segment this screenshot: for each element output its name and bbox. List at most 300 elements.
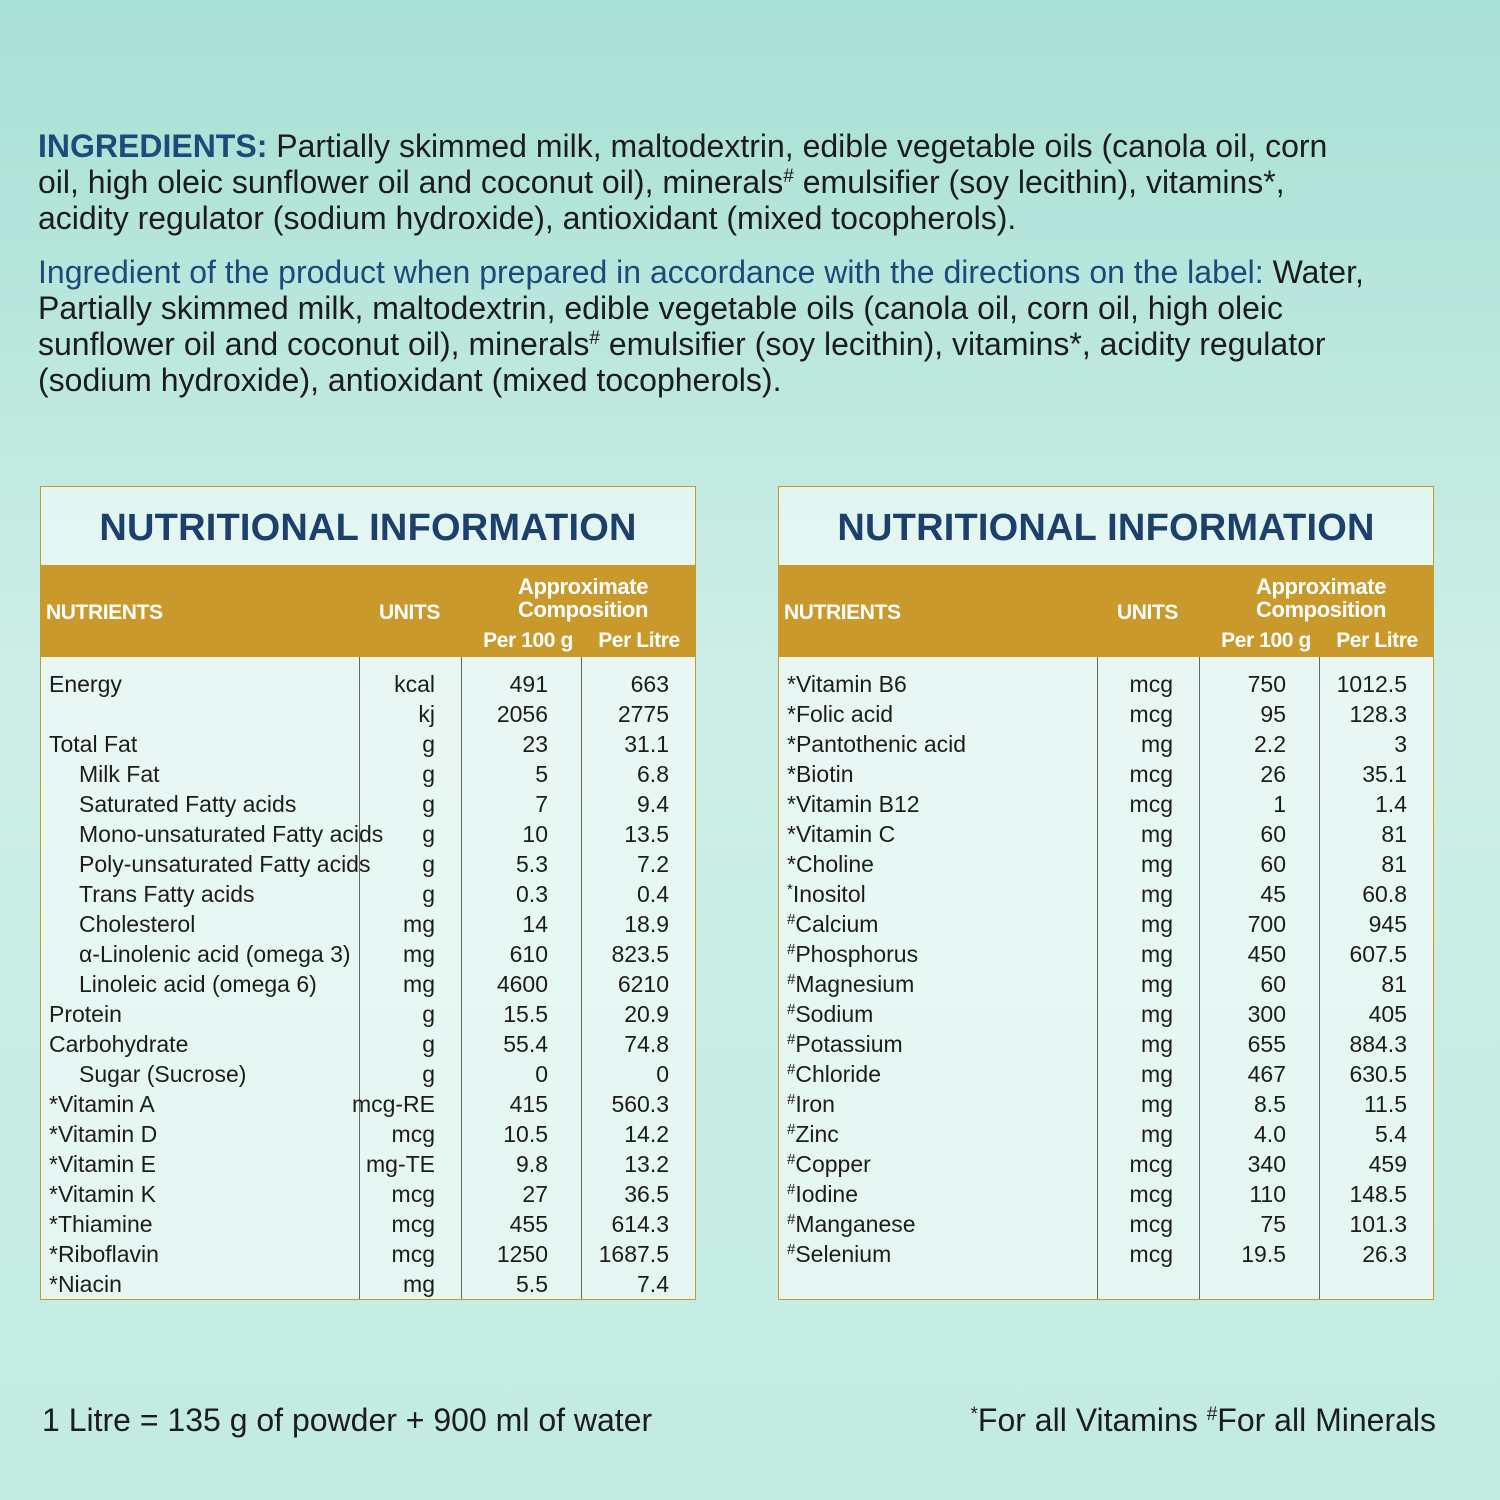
header-per-litre: Per Litre [598,629,680,652]
value-per-100g: 700 [1247,911,1286,937]
value-per-100g: 60 [1260,821,1286,847]
nutrient-label: *Folic acid [787,701,894,727]
footnote-vitamins: For all Vitamins [977,1402,1207,1438]
nutrient-unit: mg [1141,941,1173,967]
nutrient-unit: mcg [1129,701,1173,727]
nutrient-label: Protein [49,1001,122,1027]
nutrient-label: Manganese [795,1211,916,1237]
nutrient-name [787,729,966,759]
value-per-litre: 11.5 [1363,1091,1407,1117]
nutrient-name [787,879,866,909]
nutrient-label: *Vitamin K [49,1181,156,1207]
value-per-litre: 884.3 [1349,1031,1407,1057]
nutrient-unit: mg [403,941,435,967]
prepared-line-4: (sodium hydroxide), antioxidant (mixed tocopherols). [38,362,782,398]
value-per-litre: 823.5 [611,941,669,967]
table-row [41,789,695,819]
nutrient-label: Zinc [795,1121,839,1147]
value-per-100g: 7 [535,791,548,817]
table-row [41,1239,695,1269]
value-per-100g: 0.3 [516,881,548,907]
value-per-litre: 31.1 [624,731,669,757]
nutrient-unit: mcg [1129,1211,1173,1237]
table-row [779,1209,1433,1239]
table-row [41,939,695,969]
nutrient-label: α-Linolenic acid (omega 3) [79,941,351,967]
nutrient-name [49,1149,156,1179]
vitamins-mark: * [970,1404,978,1425]
table-row [41,909,695,939]
nutrient-mark: # [787,1001,796,1018]
nutrient-label: Mono-unsaturated Fatty acids [79,821,384,847]
table-rows [779,669,1433,1269]
table-header [779,565,1433,657]
table-row [779,819,1433,849]
nutrient-name [787,1089,835,1119]
nutrient-name [49,1239,159,1269]
table-row [779,1179,1433,1209]
value-per-100g: 2.2 [1254,731,1286,757]
nutrient-name [49,1269,122,1299]
header-nutrients: NUTRIENTS [46,601,163,624]
nutrient-label: Sugar (Sucrose) [79,1061,247,1087]
ingredients-paragraph [38,128,1478,236]
nutrient-label: Cholesterol [79,911,196,937]
table-row [41,729,695,759]
nutrient-label: *Vitamin D [49,1121,158,1147]
table-row [41,1029,695,1059]
nutrient-unit: mg [1141,851,1173,877]
value-per-litre: 20.9 [624,1001,669,1027]
value-per-100g: 2056 [496,701,548,727]
table-row [41,669,695,699]
value-per-100g: 655 [1247,1031,1286,1057]
value-per-litre: 148.5 [1349,1181,1407,1207]
value-per-100g: 9.8 [516,1151,548,1177]
nutrient-unit: mcg [1129,761,1173,787]
nutrient-unit: mg [1141,911,1173,937]
footnote [970,1400,1436,1440]
nutrient-mark: # [787,941,796,958]
table-header [41,565,695,657]
nutrient-unit: mcg [1129,1151,1173,1177]
nutrient-unit: mg [1141,971,1173,997]
nutrient-label: Iron [795,1091,835,1117]
table-row [779,969,1433,999]
nutrient-unit: mg [1141,1121,1173,1147]
nutrient-name [49,1179,156,1209]
value-per-100g: 27 [522,1181,548,1207]
value-per-100g: 60 [1260,971,1286,997]
nutrient-label: Phosphorus [795,941,919,967]
table-body [41,657,695,1299]
nutrient-name [79,969,317,999]
value-per-litre: 405 [1368,1001,1407,1027]
nutrient-label: Sodium [795,1001,874,1027]
value-per-litre: 35.1 [1362,761,1407,787]
nutrient-name [787,1209,916,1239]
nutrient-mark: # [787,1061,796,1078]
nutrient-label: *Vitamin B6 [787,671,907,697]
value-per-100g: 491 [509,671,548,697]
nutrient-name [79,879,255,909]
nutrient-mark: # [787,911,796,928]
value-per-litre: 81 [1381,821,1407,847]
value-per-litre: 2775 [617,701,669,727]
nutrient-label: Linoleic acid (omega 6) [79,971,317,997]
table-row [41,1269,695,1299]
value-per-litre: 6210 [617,971,669,997]
value-per-litre: 7.4 [637,1271,669,1297]
value-per-100g: 415 [509,1091,548,1117]
table-row [779,729,1433,759]
table-row [779,1119,1433,1149]
nutrient-label: *Vitamin B12 [787,791,920,817]
nutrient-name [787,939,918,969]
value-per-100g: 450 [1247,941,1286,967]
nutrient-name [787,1059,881,1089]
nutrient-unit: mg-TE [366,1151,435,1177]
table-row [779,879,1433,909]
nutrient-unit: mg [1141,1031,1173,1057]
nutrient-unit: mcg [1129,671,1173,697]
value-per-100g: 19.5 [1241,1241,1286,1267]
value-per-100g: 467 [1247,1061,1286,1087]
nutrient-unit: g [422,791,435,817]
nutrient-name [49,1209,153,1239]
nutrient-name [79,819,383,849]
nutrient-label: *Biotin [787,761,854,787]
ingredients-label: INGREDIENTS: [38,128,268,164]
nutrient-unit: g [422,731,435,757]
nutrient-name [787,759,853,789]
nutrient-name [787,1029,903,1059]
nutrient-label: *Pantothenic acid [787,731,967,757]
header-nutrients: NUTRIENTS [784,601,901,624]
nutrition-table-right [778,486,1434,1300]
table-row [779,1029,1433,1059]
nutrition-table-left [40,486,696,1300]
nutrient-unit: g [422,851,435,877]
value-per-100g: 4.0 [1254,1121,1286,1147]
prep-ratio: 1 Litre = 135 g of powder + 900 ml of water [42,1402,653,1438]
nutrient-mark: # [787,1091,796,1108]
nutrient-name [79,909,195,939]
nutrient-name [787,1179,858,1209]
nutrient-unit: g [422,761,435,787]
nutrient-label: Energy [49,671,122,697]
value-per-litre: 6.8 [637,761,669,787]
table-row [41,1149,695,1179]
table-row [41,1209,695,1239]
nutrient-label: *Riboflavin [49,1241,159,1267]
value-per-100g: 610 [509,941,548,967]
nutrient-unit: mcg [1129,1241,1173,1267]
value-per-litre: 1012.5 [1336,671,1407,697]
value-per-100g: 26 [1260,761,1286,787]
nutrient-label: Iodine [795,1181,859,1207]
value-per-litre: 945 [1368,911,1407,937]
value-per-100g: 10 [522,821,548,847]
table-body [779,657,1433,1299]
value-per-100g: 14 [522,911,548,937]
nutrient-unit: mcg [1129,791,1173,817]
nutrient-name [787,819,895,849]
nutrient-unit: mg [1141,821,1173,847]
nutrient-unit: mcg [391,1181,435,1207]
value-per-100g: 340 [1247,1151,1286,1177]
value-per-litre: 128.3 [1349,701,1407,727]
nutrient-name [49,729,137,759]
header-per-100g: Per 100 g [1221,629,1311,652]
nutrient-unit: mg [1141,1061,1173,1087]
value-per-100g: 750 [1247,671,1286,697]
table-row [779,999,1433,1029]
nutrient-name [79,789,296,819]
nutrient-unit: mg [1141,881,1173,907]
nutrient-label: Magnesium [795,971,915,997]
header-approx-line2: Composition [1255,597,1387,622]
header-approx [478,575,688,621]
prepared-line-1: Water, [1263,254,1364,290]
value-per-100g: 8.5 [1254,1091,1286,1117]
table-row [779,759,1433,789]
prepared-label: Ingredient of the product when prepared in accordance with the directions on the label: [38,254,1264,290]
header-approx-line2: Composition [517,597,649,622]
table-row [41,759,695,789]
table-row [41,849,695,879]
value-per-100g: 1250 [496,1241,548,1267]
value-per-litre: 81 [1381,971,1407,997]
header-approx-line1: Approximate [517,574,649,599]
header-approx [1216,575,1426,621]
value-per-litre: 459 [1368,1151,1407,1177]
value-per-100g: 55.4 [503,1031,548,1057]
nutrient-name [787,699,893,729]
nutrient-label: Copper [795,1151,871,1177]
table-row [779,849,1433,879]
value-per-litre: 74.8 [624,1031,669,1057]
table-row [41,699,695,729]
nutrient-name [49,669,122,699]
nutrient-name [79,939,351,969]
nutrient-label: *Vitamin C [787,821,896,847]
value-per-litre: 3 [1394,731,1407,757]
nutrient-unit: mcg [391,1121,435,1147]
nutrient-unit: mg [1141,1091,1173,1117]
nutrient-unit: g [422,821,435,847]
nutrient-label: Chloride [795,1061,881,1087]
nutrient-unit: g [422,1031,435,1057]
nutrient-label: Trans Fatty acids [79,881,255,907]
nutrient-name [787,849,874,879]
nutrient-mark: # [787,971,796,988]
minerals-mark: # [589,328,600,349]
nutrient-unit: mcg [391,1211,435,1237]
value-per-100g: 1 [1273,791,1286,817]
nutrient-mark: # [787,1151,796,1168]
nutrient-unit: kj [418,701,435,727]
nutrient-label: *Vitamin A [49,1091,155,1117]
nutrient-name [49,1029,188,1059]
value-per-litre: 1687.5 [598,1241,669,1267]
nutrient-unit: mg [403,1271,435,1297]
value-per-100g: 110 [1249,1181,1286,1207]
nutrient-label: Inositol [792,881,866,907]
nutrient-label: Milk Fat [79,761,160,787]
table-row [41,1089,695,1119]
header-units: UNITS [379,601,441,624]
nutrient-name [787,669,907,699]
minerals-mark: # [783,166,794,187]
ingredients-line-2: oil, high oleic sunflower oil and coconut oil), minerals [38,164,784,200]
value-per-100g: 4600 [496,971,548,997]
nutrient-mark: # [787,1241,796,1258]
nutrient-mark: # [787,1121,796,1138]
nutrient-label: Saturated Fatty acids [79,791,297,817]
prepared-line-2: Partially skimmed milk, maltodextrin, edible vegetable oils (canola oil, corn oil, high oleic [38,290,1283,326]
nutrient-name [787,1239,891,1269]
nutrient-label: *Niacin [49,1271,122,1297]
nutrient-mark: * [787,881,793,898]
value-per-litre: 13.5 [624,821,669,847]
nutrient-label: Carbohydrate [49,1031,189,1057]
value-per-litre: 560.3 [611,1091,669,1117]
nutrient-unit: mcg [391,1241,435,1267]
nutrient-unit: mg [403,971,435,997]
nutrient-label: *Thiamine [49,1211,153,1237]
value-per-litre: 7.2 [637,851,669,877]
value-per-100g: 300 [1247,1001,1286,1027]
header-units: UNITS [1117,601,1179,624]
value-per-100g: 5.5 [516,1271,548,1297]
ingredients-line-1: Partially skimmed milk, maltodextrin, edible vegetable oils (canola oil, corn [267,128,1328,164]
value-per-litre: 18.9 [624,911,669,937]
table-row [779,699,1433,729]
ingredients-line-3: acidity regulator (sodium hydroxide), antioxidant (mixed tocopherols). [38,200,1017,236]
nutrient-unit: g [422,1061,435,1087]
nutrient-mark: # [787,1031,796,1048]
nutrient-mark: # [787,1181,796,1198]
nutrient-unit: g [422,1001,435,1027]
panel-title: NUTRITIONAL INFORMATION [41,487,695,565]
value-per-100g: 0 [535,1061,548,1087]
value-per-litre: 101.3 [1349,1211,1407,1237]
nutrient-label: *Choline [787,851,874,877]
nutrient-name [787,789,920,819]
nutrient-name [787,1149,871,1179]
value-per-100g: 10.5 [503,1121,548,1147]
header-per-litre: Per Litre [1336,629,1418,652]
nutrient-label: Selenium [795,1241,892,1267]
value-per-litre: 36.5 [624,1181,669,1207]
value-per-litre: 81 [1381,851,1407,877]
nutrient-label: Calcium [795,911,879,937]
table-row [779,1089,1433,1119]
table-row [779,789,1433,819]
nutrient-unit: kcal [394,671,435,697]
value-per-100g: 455 [509,1211,548,1237]
table-row [41,969,695,999]
table-row [779,939,1433,969]
nutrient-unit: g [422,881,435,907]
nutrient-unit: mg [403,911,435,937]
table-row [41,879,695,909]
prepared-line-3b: emulsifier (soy lecithin), vitamins*, acidity regulator [599,326,1326,362]
table-row [41,1059,695,1089]
value-per-100g: 45 [1260,881,1286,907]
value-per-litre: 607.5 [1349,941,1407,967]
nutrient-label: Potassium [795,1031,903,1057]
prepared-paragraph [38,254,1478,398]
nutrient-name [49,1089,155,1119]
table-row [41,1179,695,1209]
nutrient-unit: mg [1141,731,1173,757]
table-rows [41,669,695,1299]
value-per-litre: 60.8 [1362,881,1407,907]
table-row [41,1119,695,1149]
panel-title: NUTRITIONAL INFORMATION [779,487,1433,565]
nutrient-name [79,1059,246,1089]
value-per-litre: 1.4 [1375,791,1407,817]
nutrient-label: *Vitamin E [49,1151,156,1177]
table-row [41,819,695,849]
value-per-100g: 23 [522,731,548,757]
header-per-100g: Per 100 g [483,629,573,652]
footnote-minerals: For all Minerals [1217,1402,1436,1438]
nutrient-unit: mcg-RE [351,1091,435,1117]
nutrient-name [787,909,878,939]
nutrient-name [79,849,370,879]
value-per-litre: 0 [656,1061,669,1087]
nutrient-label: Total Fat [49,731,138,757]
value-per-litre: 630.5 [1349,1061,1407,1087]
header-approx-line1: Approximate [1255,574,1387,599]
value-per-litre: 9.4 [637,791,669,817]
nutrient-label: Poly-unsaturated Fatty acids [79,851,371,877]
nutrient-unit: mcg [1129,1181,1173,1207]
value-per-litre: 26.3 [1362,1241,1407,1267]
nutrient-name [79,759,160,789]
table-row [779,1239,1433,1269]
table-row [41,999,695,1029]
value-per-litre: 0.4 [637,881,669,907]
table-row [779,909,1433,939]
nutrient-mark: # [787,1211,796,1228]
value-per-100g: 15.5 [503,1001,548,1027]
table-row [779,1149,1433,1179]
value-per-100g: 95 [1260,701,1286,727]
value-per-litre: 5.4 [1375,1121,1407,1147]
nutrient-name [49,999,122,1029]
value-per-100g: 5.3 [516,851,548,877]
nutrient-name [49,1119,157,1149]
nutrient-name [787,999,873,1029]
value-per-100g: 60 [1260,851,1286,877]
value-per-litre: 663 [630,671,669,697]
minerals-mark: # [1206,1404,1218,1425]
value-per-100g: 75 [1260,1211,1286,1237]
prepared-line-3: sunflower oil and coconut oil), minerals [38,326,590,362]
nutrient-name [787,969,914,999]
table-row [779,1059,1433,1089]
value-per-litre: 614.3 [611,1211,669,1237]
value-per-litre: 13.2 [624,1151,669,1177]
table-row [779,669,1433,699]
value-per-litre: 14.2 [624,1121,669,1147]
value-per-100g: 5 [535,761,548,787]
nutrient-name [787,1119,839,1149]
